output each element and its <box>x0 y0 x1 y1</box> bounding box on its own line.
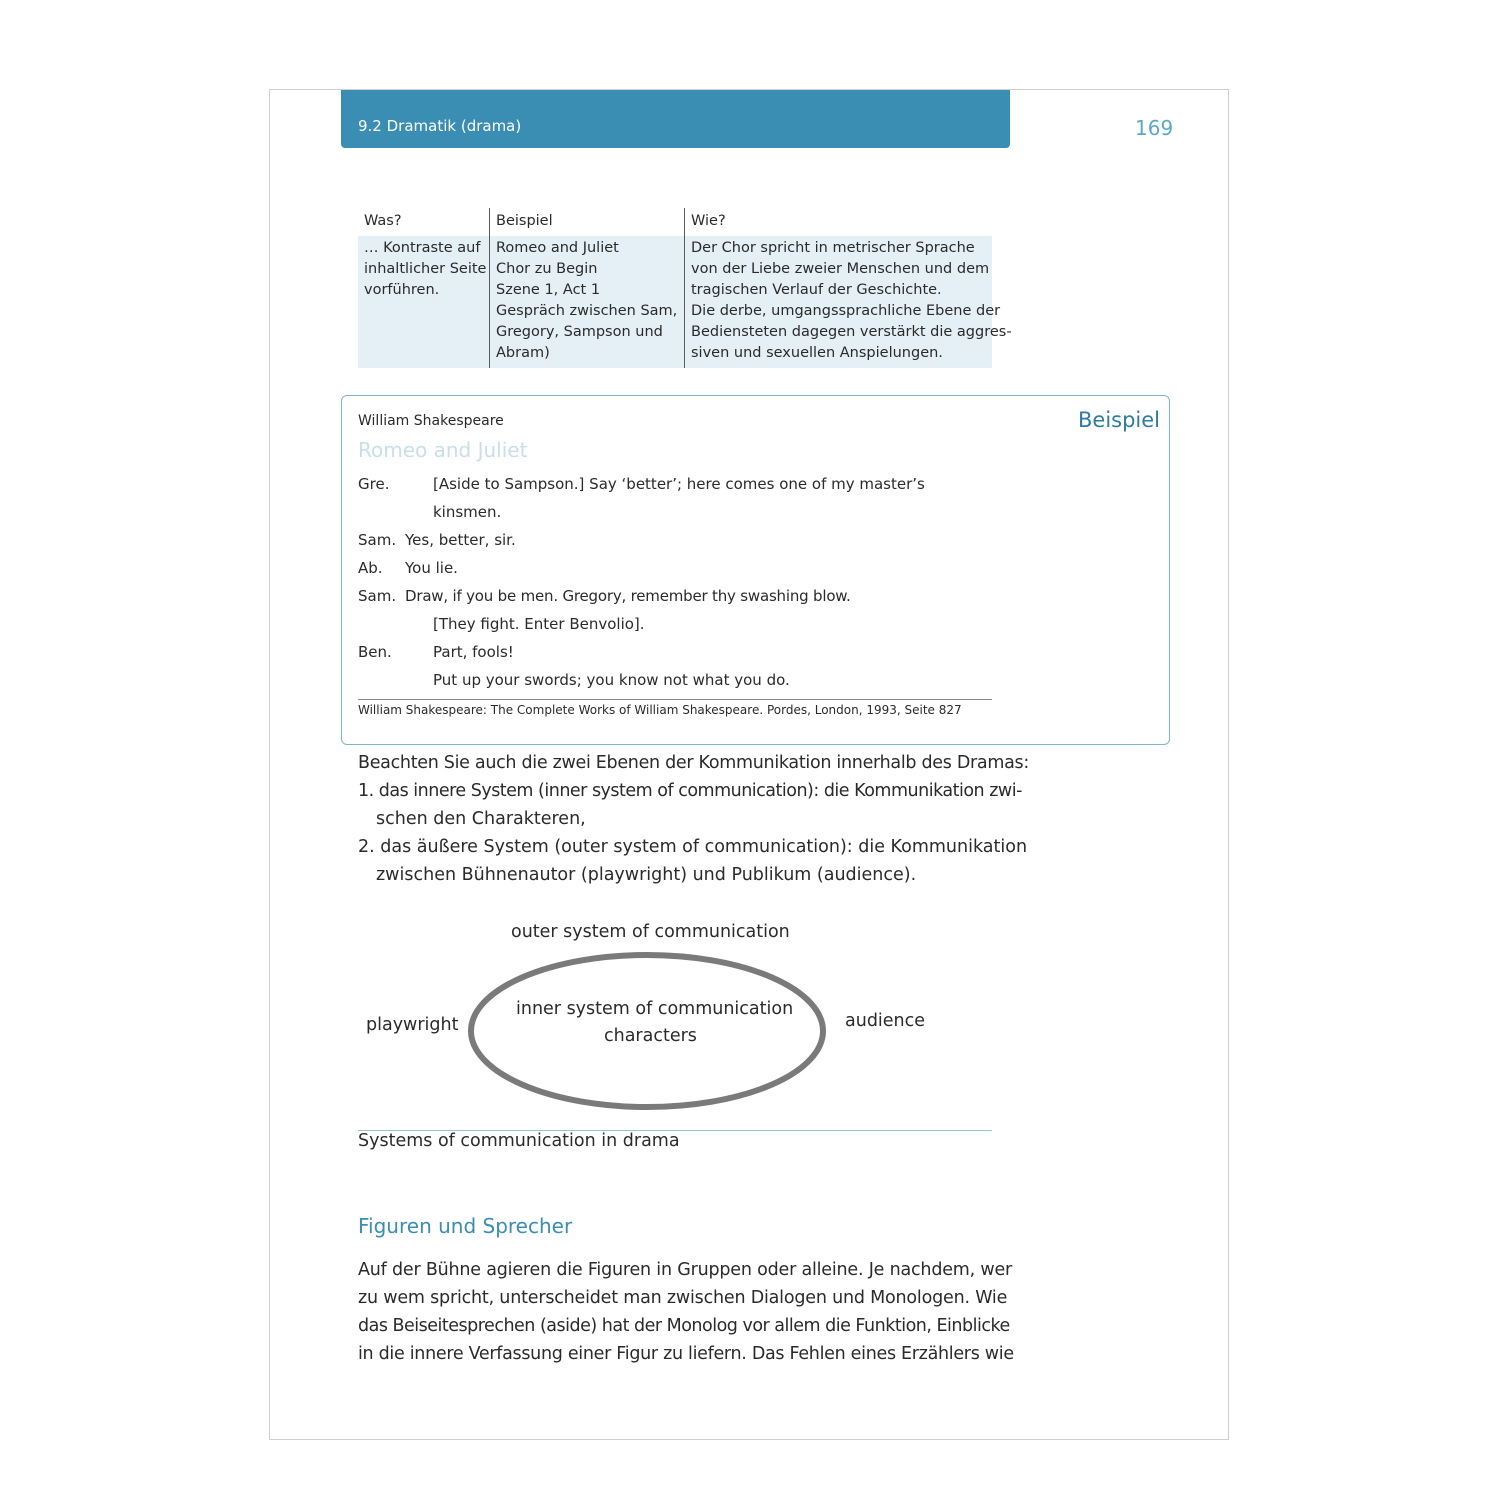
diagram-outer-label: outer system of communication <box>511 922 790 942</box>
table-header-cell: Wie? <box>684 208 992 236</box>
cell-line: Gespräch zwischen Sam, <box>496 303 678 319</box>
speaker-label: Sam. <box>358 587 397 605</box>
list-item-1-cont: schen den Charakteren, <box>376 809 586 829</box>
paragraph-line: Auf der Bühne agieren die Figuren in Gruppen oder alleine. Je nachdem, wer <box>358 1260 1013 1280</box>
speaker-label: Sam. <box>358 531 397 549</box>
table-header-cell: Beispiel <box>489 208 684 236</box>
cell-line: Romeo and Juliet <box>496 240 619 256</box>
table-row <box>358 236 1012 368</box>
paragraph-line: in die innere Verfassung einer Figur zu liefern. Das Fehlen eines Erzählers wie <box>358 1344 1014 1364</box>
chapter-title: 9.2 Dramatik (drama) <box>358 117 522 135</box>
stage-direction: [They fight. Enter Benvolio]. <box>433 615 645 633</box>
paragraph-line: das Beiseitesprechen (aside) hat der Monolog vor allem die Funktion, Einblicke <box>358 1316 1010 1336</box>
table-cell-was <box>358 236 489 368</box>
cell-line: Der Chor spricht in metrischer Sprache <box>691 240 975 256</box>
diagram-caption: Systems of communication in drama <box>358 1131 680 1151</box>
cell-line: von der Liebe zweier Menschen und dem <box>691 261 990 277</box>
table-header-cell: Was? <box>364 213 402 229</box>
source-divider <box>358 699 992 700</box>
diagram-audience-label: audience <box>845 1011 926 1031</box>
dialogue-line: Draw, if you be men. Gregory, remember thy swashing blow. <box>405 587 851 605</box>
cell-line: … Kontraste auf <box>364 240 481 256</box>
diagram-characters-label: characters <box>604 1026 697 1046</box>
speaker-label: Ben. <box>358 643 392 661</box>
diagram-inner-label: inner system of communication <box>516 999 794 1019</box>
diagram-playwright-label: playwright <box>366 1015 459 1035</box>
example-author: William Shakespeare <box>358 413 504 429</box>
comparison-table <box>358 208 1012 368</box>
example-title: Romeo and Juliet <box>358 438 528 462</box>
dialogue-line: Part, fools! <box>433 643 514 661</box>
cell-line: Abram) <box>496 345 550 361</box>
example-badge: Beispiel <box>1078 408 1161 432</box>
section-title: Figuren und Sprecher <box>358 1214 573 1238</box>
page-number: 169 <box>1135 116 1174 140</box>
cell-line: Chor zu Begin <box>496 261 598 277</box>
cell-line: Szene 1, Act 1 <box>496 282 601 298</box>
dialogue-line: [Aside to Sampson.] Say ‘better’; here comes one of my master’s <box>433 475 925 493</box>
cell-line: Bediensteten dagegen verstärkt die aggres- <box>691 324 1012 340</box>
table-cell-beispiel <box>489 236 684 368</box>
paragraph-line: zu wem spricht, unterscheidet man zwischen Dialogen und Monologen. Wie <box>358 1288 1008 1308</box>
dialogue-line: Put up your swords; you know not what you do. <box>433 671 790 689</box>
table-header-row <box>358 208 992 236</box>
example-source: William Shakespeare: The Complete Works of William Shakespeare. Pordes, London, 1993, Seite 827 <box>358 703 962 717</box>
list-item-1: 1. das innere System (inner system of communication): die Kommunikation zwi- <box>358 781 1022 801</box>
dialogue-line: Yes, better, sir. <box>405 531 516 549</box>
dialogue-line: You lie. <box>405 559 458 577</box>
speaker-label: Ab. <box>358 559 383 577</box>
cell-line: tragischen Verlauf der Geschichte. <box>691 282 942 298</box>
cell-line: vorführen. <box>364 282 440 298</box>
list-item-2-cont: zwischen Bühnenautor (playwright) und Publikum (audience). <box>376 865 917 885</box>
cell-line: inhaltlicher Seite <box>364 261 487 277</box>
list-item-2: 2. das äußere System (outer system of communication): die Kommunikation <box>358 837 1028 857</box>
body-intro: Beachten Sie auch die zwei Ebenen der Kommunikation innerhalb des Dramas: <box>358 753 1029 773</box>
speaker-label: Gre. <box>358 475 390 493</box>
cell-line: siven und sexuellen Anspielungen. <box>691 345 943 361</box>
dialogue-line: kinsmen. <box>433 503 502 521</box>
cell-line: Die derbe, umgangssprachliche Ebene der <box>691 303 1001 319</box>
cell-line: Gregory, Sampson und <box>496 324 663 340</box>
table-cell-wie <box>684 236 1012 368</box>
